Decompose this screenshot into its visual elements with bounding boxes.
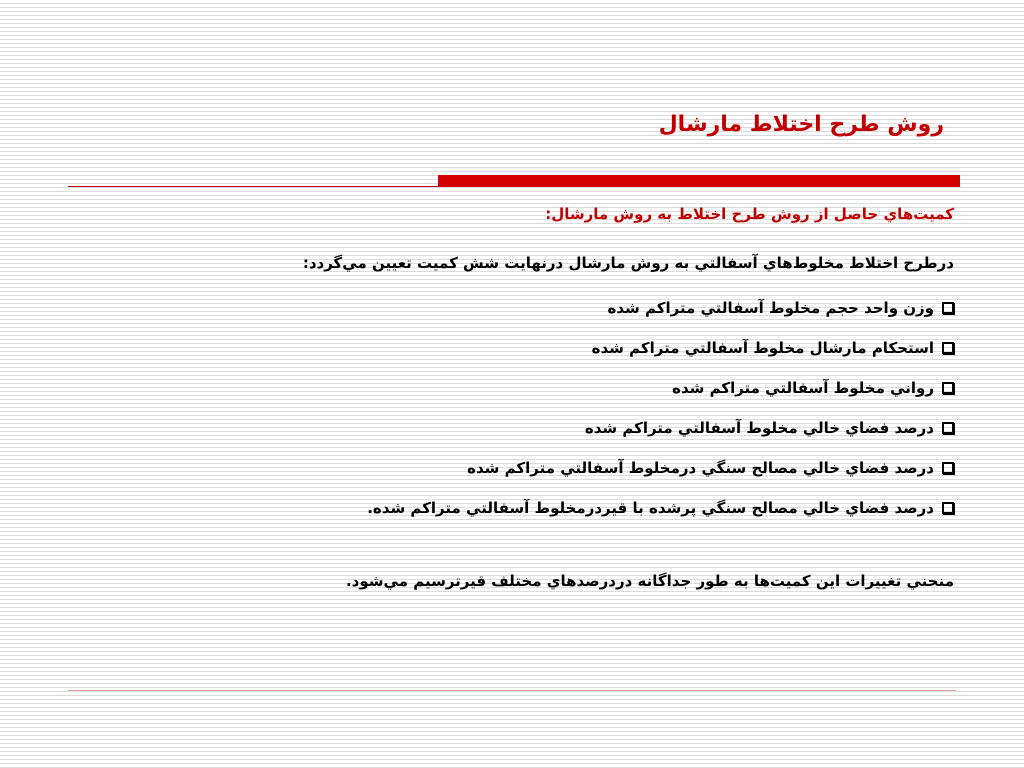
list-item-text: درصد فضاي خالي مخلوط آسفالتي متراكم شده [584,419,934,437]
list-item [254,408,954,448]
square-bullet-icon [942,382,954,394]
title-divider-thin [68,186,440,187]
square-bullet-icon [942,302,954,314]
list-item [254,488,954,528]
slide-title: روش طرح اختلاط مارشال [658,112,944,137]
square-bullet-icon [942,462,954,474]
footer-divider [68,690,956,691]
list-item-text: استحكام مارشال مخلوط آسفالتي متراكم شده [591,339,934,357]
closing-paragraph: منحني تغييرات اين كميت‌ها به طور جداگانه دردرصدهاي مختلف قيرترسيم مي‌شود. [345,572,954,590]
slide-subtitle: كميت‌هاي حاصل از روش طرح اختلاط به روش مارشال: [545,205,954,223]
list-item-text: وزن واحد حجم مخلوط آسفالتي متراكم شده [607,299,934,317]
bullet-list [254,288,954,528]
slide-content [254,204,954,592]
list-item [254,448,954,488]
square-bullet-icon [942,422,954,434]
square-bullet-icon [942,342,954,354]
list-item [254,328,954,368]
list-item-text: درصد فضاي خالي مصالح سنگي درمخلوط آسفالتي متراكم شده [467,459,934,477]
list-item-text: درصد فضاي خالي مصالح سنگي پرشده با قيردرمخلوط آسفالتي متراكم شده. [367,499,934,517]
intro-paragraph: درطرح اختلاط مخلوط‌هاي آسفالتي به روش مارشال درنهايت شش كميت تعيين مي‌گردد: [302,254,954,272]
square-bullet-icon [942,502,954,514]
title-divider-thick [438,175,960,187]
list-item [254,288,954,328]
list-item-text: رواني مخلوط آسفالتي متراكم شده [672,379,934,397]
list-item [254,368,954,408]
